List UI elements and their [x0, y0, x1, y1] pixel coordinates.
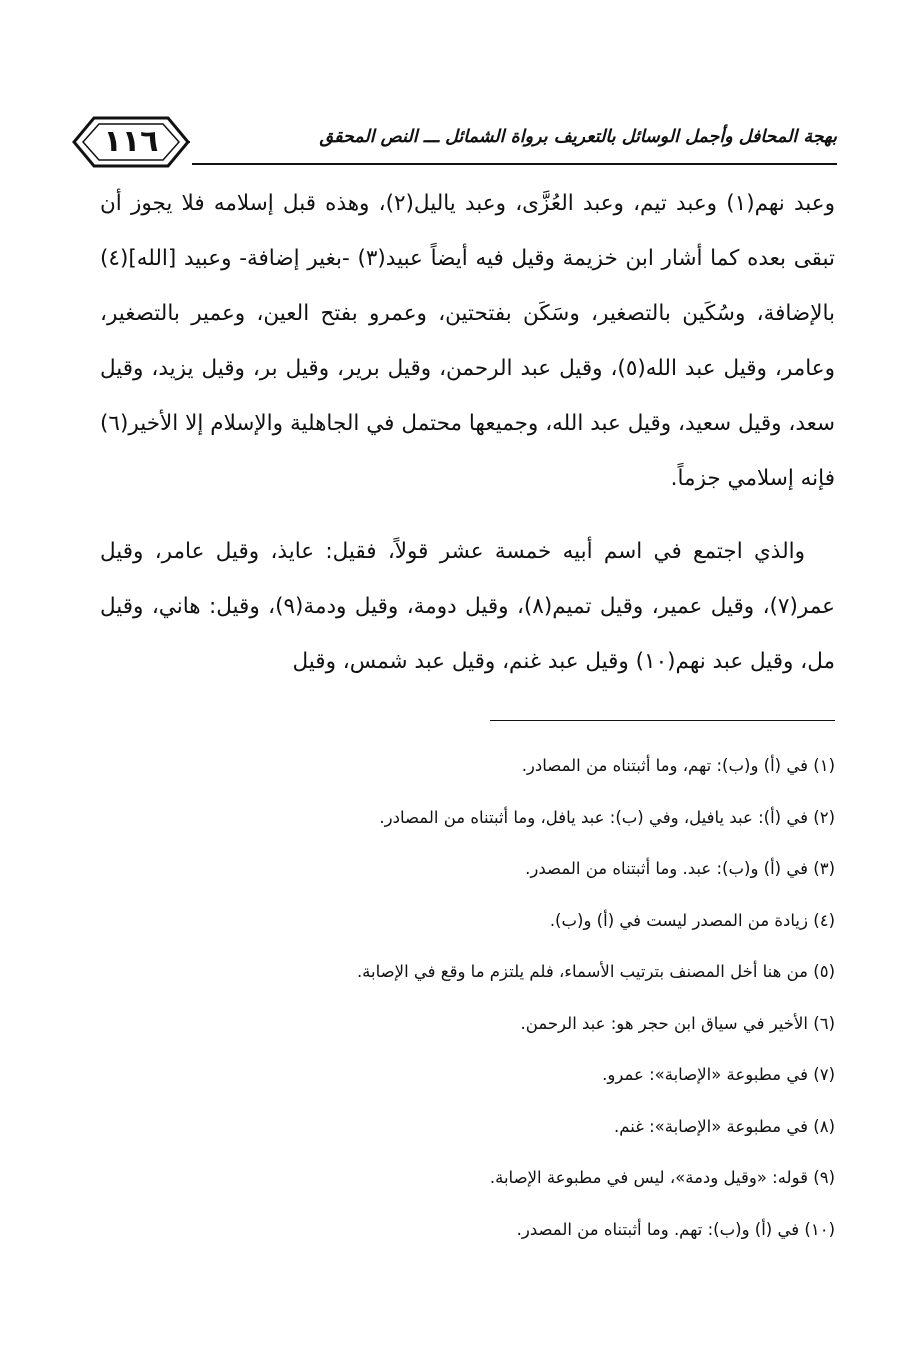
body-paragraph: والذي اجتمع في اسم أبيه خمسة عشر قولاً، فقيل: عايذ، وقيل عامر، وقيل عمر(٧)، وقيل عمير، وقيل تميم(٨)، وقيل دومة، وقيل ودمة(٩)، وقيل: هاني، وقيل مل، وقيل عبد نهم(١٠) وقيل عبد غنم، وقيل عبد شمس، وقيل [100, 539, 835, 674]
page-number: ١١٦ [103, 124, 159, 159]
footnotes [100, 740, 835, 1255]
footnote: (٨) في مطبوعة «الإصابة»: غنم. [614, 1116, 835, 1136]
header-divider [192, 163, 837, 165]
footnote: (٥) من هنا أخل المصنف بترتيب الأسماء، فلم يلتزم ما وقع في الإصابة. [356, 962, 835, 981]
footnote: (١) في (أ) و(ب): تهم، وما أثبتناه من المصادر. [521, 756, 835, 775]
page-header [72, 112, 837, 176]
footnote: (٢) في (أ): عبد يافيل، وفي (ب): عبد يافل، وما أثبتناه من المصادر. [379, 807, 835, 827]
footnote-separator [490, 720, 835, 721]
footnote: (٧) في مطبوعة «الإصابة»: عمرو. [602, 1065, 835, 1084]
footnote: (٣) في (أ) و(ب): عبد. وما أثبتناه من المصدر. [525, 859, 835, 878]
page-number-badge [72, 112, 190, 172]
footnote: (٤) زيادة من المصدر ليست في (أ) و(ب). [549, 910, 835, 930]
footnote: (١٠) في (أ) و(ب): تهم. وما أثبتناه من المصدر. [516, 1219, 835, 1239]
footnote: (٩) قوله: «وقيل ودمة»، ليس في مطبوعة الإصابة. [489, 1168, 835, 1187]
footnote: (٦) الأخير في سياق ابن حجر هو: عبد الرحمن. [520, 1013, 835, 1033]
running-title: بهجة المحافل وأجمل الوسائل بالتعريف برواة الشمائل ـــ النص المحقق [319, 127, 837, 147]
body-paragraph: وعبد نهم(١) وعبد تيم، وعبد العُزَّى، وعبد ياليل(٢)، وهذه قبل إسلامه فلا يجوز أن تبقى بعده كما أشار ابن خزيمة وقيل فيه أيضاً عبيد(٣) -بغير إضافة- وعبيد [الله](٤) بالإضافة، وسُكَين بالتصغير، وسَكَن بفتحتين، وعمرو بفتح العين، وعمير بالتصغير، وعامر، وقيل عبد الله(٥)، وقيل عبد الرحمن، وقيل برير، وقيل بر، وقيل يزيد، وقيل سعد، وقيل سعيد، وقيل عبد الله، وجميعها محتمل في الجاهلية والإسلام إلا الأخير(٦) فإنه إسلامي جزماً. [100, 191, 835, 491]
main-text [100, 176, 835, 689]
